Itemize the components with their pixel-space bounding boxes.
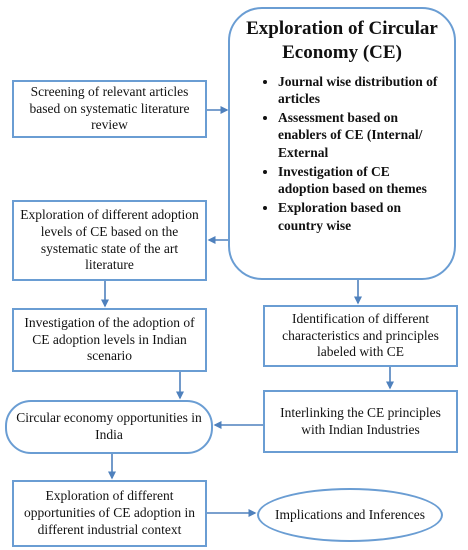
investigation-indian-box: Investigation of the adoption of CE adoption levels in Indian scenario bbox=[12, 308, 207, 372]
opportunities-india-box: Circular economy opportunities in India bbox=[5, 400, 213, 454]
bullet-item: • Exploration based on country wise bbox=[278, 199, 444, 234]
implications-ellipse: Implications and Inferences bbox=[257, 488, 443, 542]
screening-box: Screening of relevant articles based on systematic literature review bbox=[12, 80, 207, 138]
bullet-item: • Investigation of CE adoption based on themes bbox=[278, 163, 444, 198]
bullet-item: • Journal wise distribution of articles bbox=[278, 73, 444, 108]
bullet-item: • Assessment based on enablers of CE (Internal/ External bbox=[278, 109, 444, 161]
exploration-levels-box: Exploration of different adoption levels of CE based on the systematic state of the art literature bbox=[12, 200, 207, 281]
interlinking-box: Interlinking the CE principles with Indian Industries bbox=[263, 390, 458, 453]
identification-box: Identification of different characteristics and principles labeled with CE bbox=[263, 305, 458, 367]
exploration-opportunities-box: Exploration of different opportunities of CE adoption in different industrial context bbox=[12, 480, 207, 547]
exploration-ce-title: Exploration of Circular Economy (CE) bbox=[246, 18, 438, 63]
